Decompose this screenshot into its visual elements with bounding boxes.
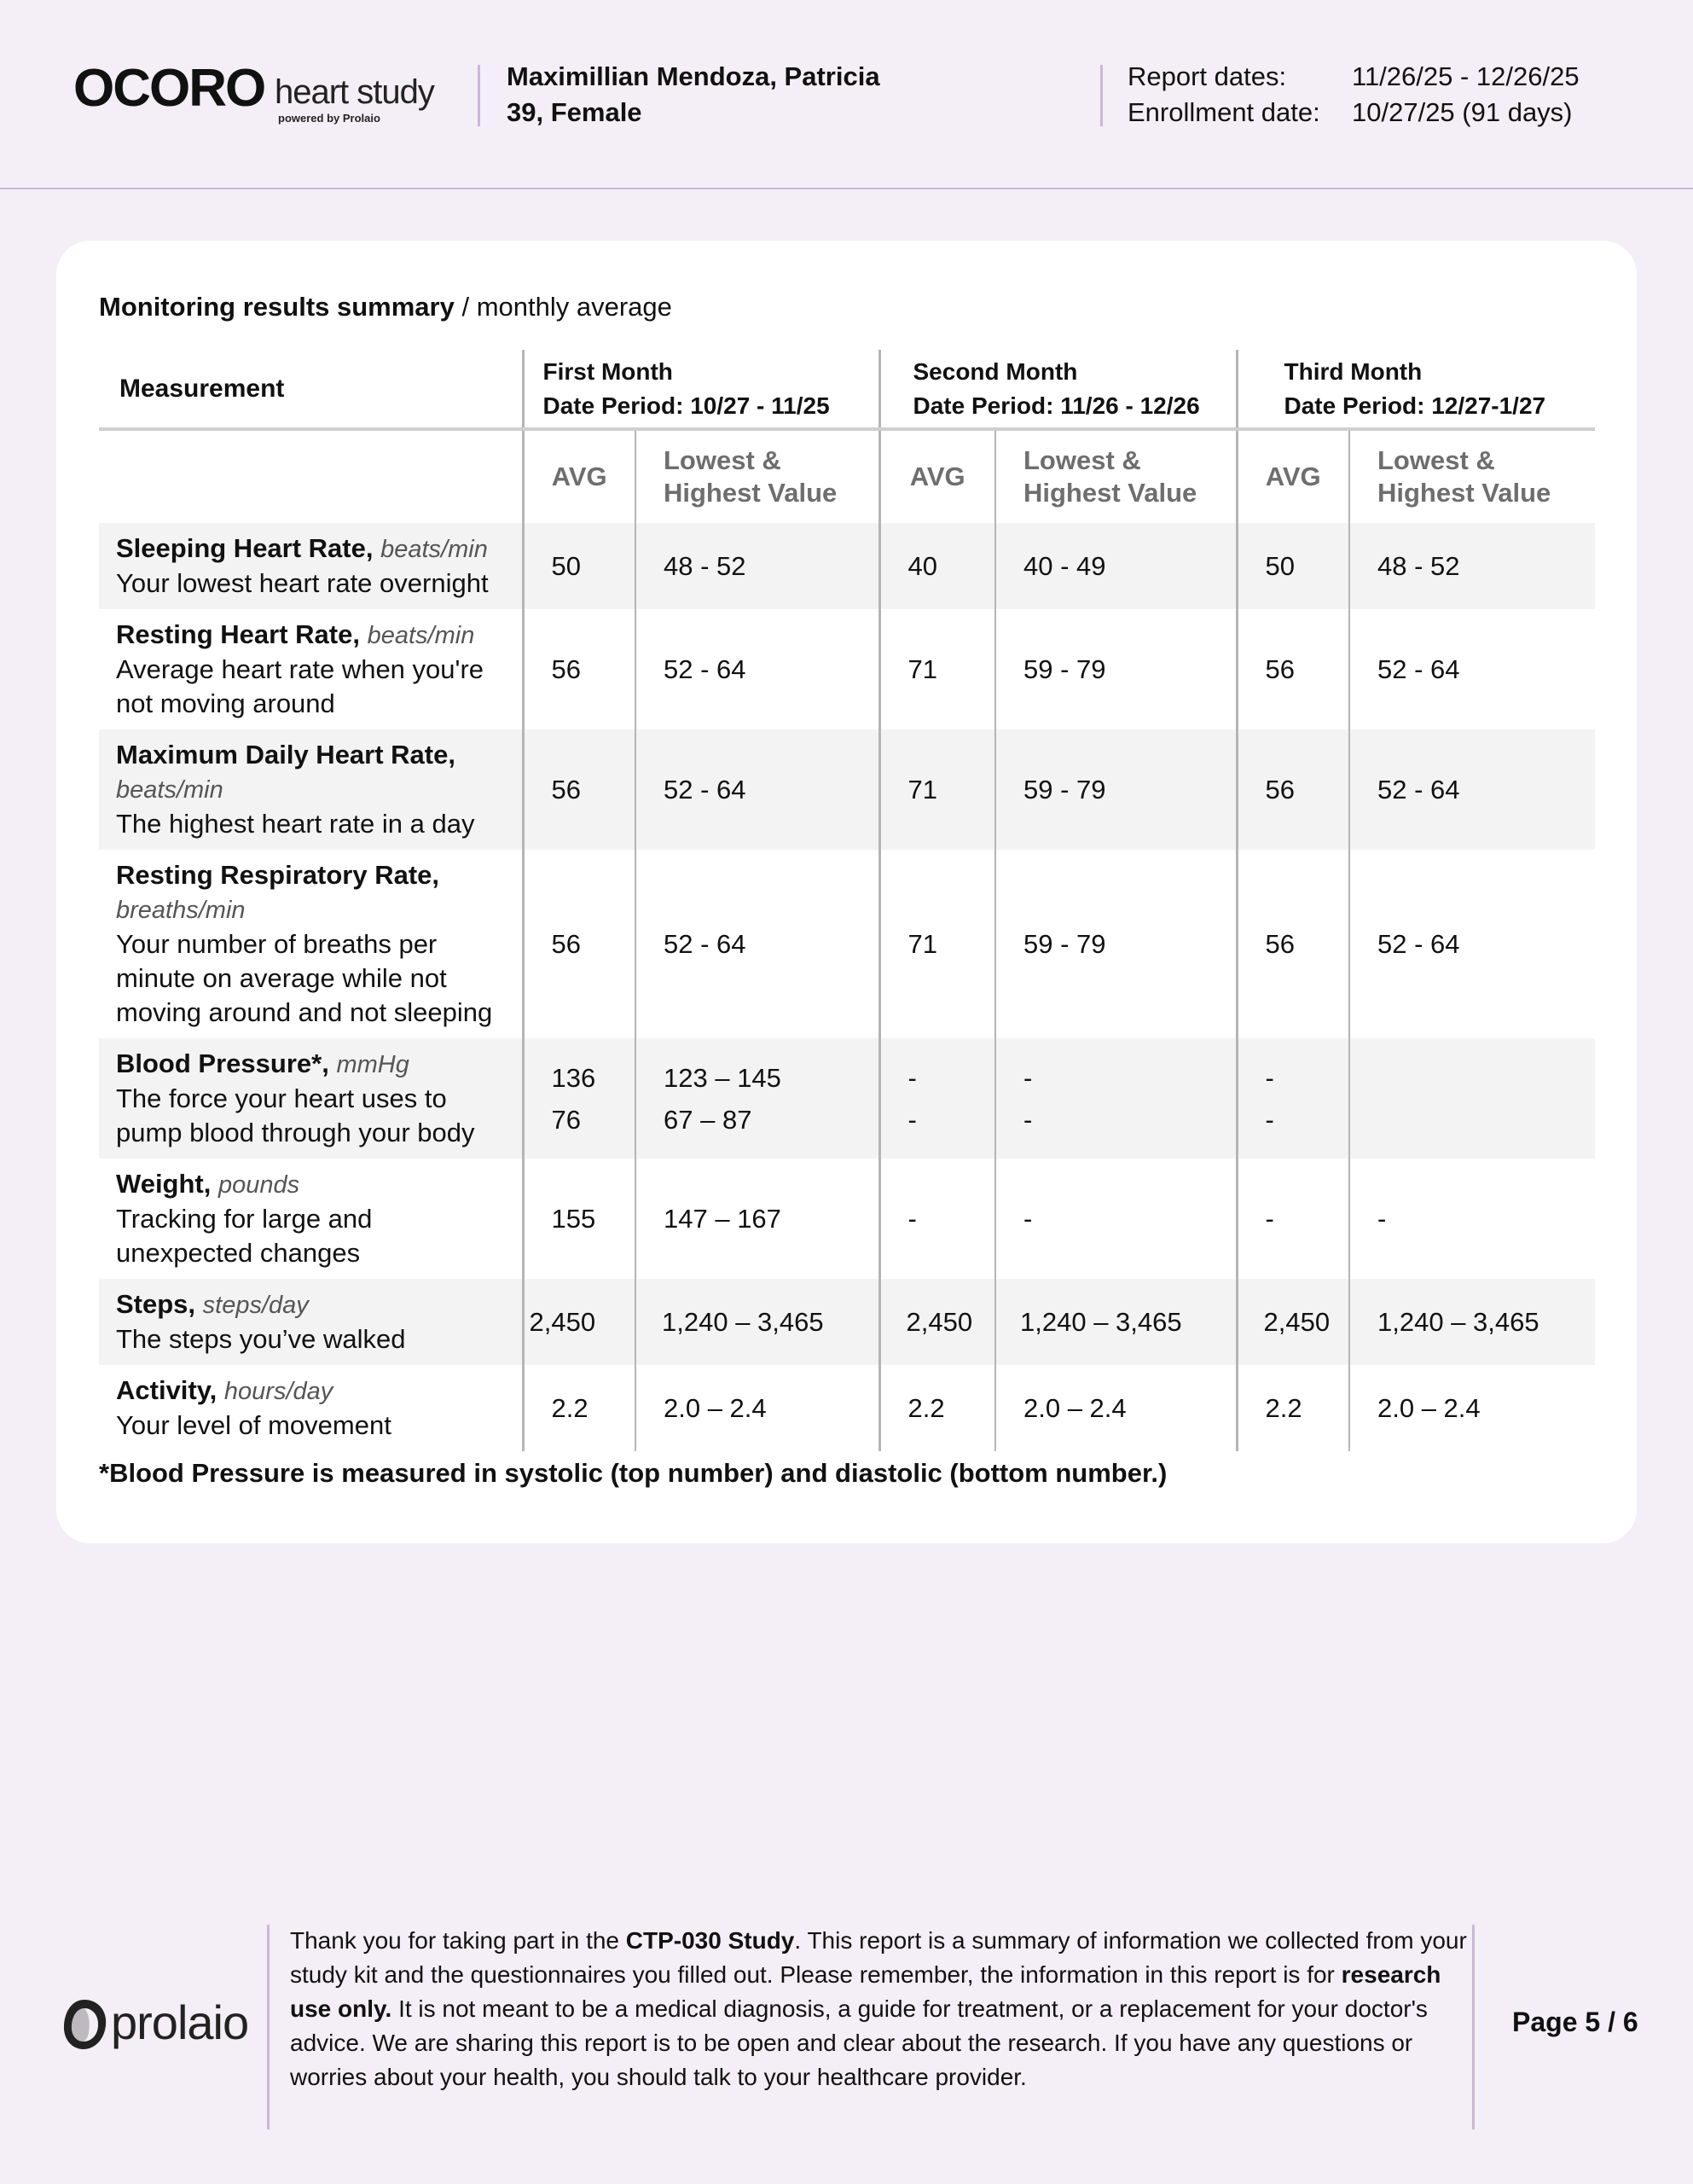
measurement-title: Maximum Daily Heart Rate, bbox=[116, 740, 455, 770]
month-period: Date Period: 10/27 - 11/25 bbox=[542, 392, 830, 419]
report-dates-value: 11/26/25 - 12/26/25 bbox=[1352, 61, 1580, 91]
blood-pressure-footnote: *Blood Pressure is measured in systolic (top number) and diastolic (bottom number.) bbox=[99, 1458, 1168, 1488]
diastolic-value: 76 bbox=[551, 1104, 581, 1135]
measurement-unit: beats/min bbox=[380, 536, 488, 563]
measurement-description: Your lowest heart rate overnight bbox=[116, 568, 489, 598]
avg-value bbox=[879, 1038, 995, 1159]
range-value: 40 - 49 bbox=[995, 523, 1237, 609]
avg-value: 2,450 bbox=[879, 1279, 995, 1365]
measurement-unit: breaths/min bbox=[116, 897, 246, 924]
avg-value: 50 bbox=[1237, 523, 1349, 609]
footer-disclaimer bbox=[290, 1924, 1467, 2094]
measurement-cell bbox=[99, 1159, 523, 1279]
measurement-unit: hours/day bbox=[223, 1378, 333, 1405]
measurement-cell bbox=[99, 1279, 523, 1365]
range-value: 52 - 64 bbox=[635, 729, 879, 850]
month-header-3 bbox=[1237, 350, 1595, 429]
systolic-value: 136 bbox=[551, 1062, 596, 1093]
measurement-description: Your level of movement bbox=[116, 1410, 391, 1440]
avg-header: AVG bbox=[523, 429, 635, 523]
month-header-2 bbox=[879, 350, 1237, 429]
range-header-line1: Lowest & bbox=[664, 445, 781, 475]
measurement-title: Resting Respiratory Rate, bbox=[116, 860, 439, 890]
measurement-cell bbox=[99, 1038, 523, 1159]
summary-title bbox=[99, 292, 672, 322]
table-row-activity bbox=[99, 1365, 1595, 1451]
research-use-only: research use only. bbox=[290, 1961, 1441, 2022]
measurement-unit: pounds bbox=[218, 1171, 300, 1199]
avg-header: AVG bbox=[879, 429, 995, 523]
measurement-unit: steps/day bbox=[202, 1292, 309, 1319]
measurement-unit: beats/min bbox=[116, 776, 223, 804]
range-value bbox=[995, 1038, 1237, 1159]
range-header-line2: Highest Value bbox=[664, 478, 838, 508]
month-period: Date Period: 12/27-1/27 bbox=[1284, 392, 1546, 419]
footer-text-2: . This report is a summary of information we collected from your study kit and the questionnaires you filled out. Please remember, the information in this report is for bbox=[290, 1927, 1467, 1988]
range-header bbox=[635, 429, 879, 523]
measurement-description: Tracking for large and unexpected changes bbox=[116, 1204, 373, 1268]
measurement-unit: beats/min bbox=[367, 622, 475, 649]
systolic-range: - bbox=[1023, 1062, 1033, 1093]
month-header-1 bbox=[523, 350, 879, 429]
range-value: 52 - 64 bbox=[1349, 609, 1595, 729]
range-value: 59 - 79 bbox=[995, 729, 1237, 850]
diastolic-range: 67 – 87 bbox=[664, 1104, 752, 1135]
summary-title-bold: Monitoring results summary bbox=[99, 292, 455, 322]
measurement-title: Steps, bbox=[116, 1289, 196, 1319]
measurement-title: Resting Heart Rate, bbox=[116, 619, 360, 649]
footer-divider-right bbox=[1472, 1925, 1475, 2129]
month-name: Third Month bbox=[1284, 357, 1423, 385]
measurement-header: Measurement bbox=[99, 350, 523, 429]
summary-title-rest: / monthly average bbox=[454, 292, 672, 322]
avg-value: 56 bbox=[523, 729, 635, 850]
range-value bbox=[1349, 1038, 1595, 1159]
avg-value: 2,450 bbox=[523, 1279, 635, 1365]
systolic-value: - bbox=[1265, 1062, 1274, 1093]
measurement-cell bbox=[99, 729, 523, 850]
table-subheader-row bbox=[99, 429, 1595, 523]
monitoring-results-table bbox=[99, 350, 1595, 1451]
avg-value: 71 bbox=[879, 729, 995, 850]
measurement-description: The force your heart uses to pump blood through your body bbox=[116, 1083, 475, 1147]
avg-value: 2.2 bbox=[879, 1365, 995, 1451]
range-value: 147 – 167 bbox=[635, 1159, 879, 1279]
range-value bbox=[635, 1038, 879, 1159]
range-header-line2: Highest Value bbox=[1023, 478, 1197, 508]
range-value: 48 - 52 bbox=[1349, 523, 1595, 609]
month-name: First Month bbox=[542, 357, 673, 385]
patient-demographics: 39, Female bbox=[507, 97, 642, 127]
empty-cell bbox=[99, 429, 523, 523]
measurement-cell bbox=[99, 523, 523, 609]
avg-value: 40 bbox=[879, 523, 995, 609]
study-name: CTP-030 Study bbox=[625, 1927, 795, 1954]
page-number: Page 5 / 6 bbox=[1512, 2007, 1638, 2037]
systolic-value: - bbox=[907, 1062, 917, 1093]
range-header-line2: Highest Value bbox=[1377, 478, 1551, 508]
header-divider-left bbox=[478, 65, 480, 126]
measurement-unit: mmHg bbox=[336, 1051, 409, 1078]
measurement-description: Your number of breaths per minute on average while not moving around and not sleeping bbox=[116, 929, 493, 1027]
report-header bbox=[0, 0, 1693, 189]
brand-powered-by: powered by Prolaio bbox=[278, 112, 380, 125]
range-value: 2.0 – 2.4 bbox=[995, 1365, 1237, 1451]
table-row-maximum-daily-heart-rate bbox=[99, 729, 1595, 850]
measurement-description: The highest heart rate in a day bbox=[116, 809, 475, 839]
measurement-cell bbox=[99, 609, 523, 729]
measurement-title: Activity, bbox=[116, 1375, 217, 1405]
avg-value bbox=[523, 1038, 635, 1159]
range-value: 52 - 64 bbox=[1349, 850, 1595, 1038]
table-row-steps bbox=[99, 1279, 1595, 1365]
measurement-cell bbox=[99, 850, 523, 1038]
table-row-sleeping-heart-rate bbox=[99, 523, 1595, 609]
avg-value: 155 bbox=[523, 1159, 635, 1279]
measurement-title: Sleeping Heart Rate, bbox=[116, 533, 374, 563]
patient-name: Maximillian Mendoza, Patricia bbox=[507, 61, 880, 91]
prolaio-logo-text: prolaio bbox=[111, 1995, 249, 2049]
avg-value: 56 bbox=[523, 609, 635, 729]
avg-value: - bbox=[879, 1159, 995, 1279]
table-row-blood-pressure bbox=[99, 1038, 1595, 1159]
range-value: - bbox=[995, 1159, 1237, 1279]
range-value: 2.0 – 2.4 bbox=[635, 1365, 879, 1451]
prolaio-logo-icon bbox=[56, 1996, 113, 2053]
avg-value: 2.2 bbox=[523, 1365, 635, 1451]
range-value: 52 - 64 bbox=[1349, 729, 1595, 850]
diastolic-range: - bbox=[1023, 1104, 1033, 1135]
range-value: 1,240 – 3,465 bbox=[1349, 1279, 1595, 1365]
measurement-description: The steps you’ve walked bbox=[116, 1324, 406, 1354]
range-value: 59 - 79 bbox=[995, 609, 1237, 729]
range-value: 59 - 79 bbox=[995, 850, 1237, 1038]
avg-value: 56 bbox=[1237, 609, 1349, 729]
header-divider-right bbox=[1100, 65, 1103, 126]
table-row-weight bbox=[99, 1159, 1595, 1279]
range-header bbox=[995, 429, 1237, 523]
avg-value: 56 bbox=[1237, 729, 1349, 850]
table-row-resting-respiratory-rate bbox=[99, 850, 1595, 1038]
report-dates-label: Report dates: bbox=[1128, 61, 1287, 91]
avg-value: 71 bbox=[879, 609, 995, 729]
range-header-line1: Lowest & bbox=[1377, 445, 1495, 475]
systolic-range: 123 – 145 bbox=[664, 1062, 781, 1093]
brand-subtitle: heart study bbox=[275, 73, 434, 111]
diastolic-value: - bbox=[907, 1104, 917, 1135]
range-value: 1,240 – 3,465 bbox=[635, 1279, 879, 1365]
enrollment-date-label: Enrollment date: bbox=[1128, 97, 1320, 127]
avg-value: 2,450 bbox=[1237, 1279, 1349, 1365]
range-header bbox=[1349, 429, 1595, 523]
avg-value bbox=[1237, 1038, 1349, 1159]
avg-header: AVG bbox=[1237, 429, 1349, 523]
measurement-description: Average heart rate when you're not moving around bbox=[116, 654, 484, 718]
avg-value: 2.2 bbox=[1237, 1365, 1349, 1451]
measurement-title: Weight, bbox=[116, 1169, 212, 1199]
avg-value: 56 bbox=[1237, 850, 1349, 1038]
avg-value: 56 bbox=[523, 850, 635, 1038]
diastolic-value: - bbox=[1265, 1104, 1274, 1135]
footer-divider-left bbox=[267, 1925, 270, 2129]
footer-text-1: Thank you for taking part in the bbox=[290, 1927, 626, 1954]
measurement-cell bbox=[99, 1365, 523, 1451]
table-header-row bbox=[99, 350, 1595, 429]
month-period: Date Period: 11/26 - 12/26 bbox=[913, 392, 1200, 419]
measurement-title: Blood Pressure*, bbox=[116, 1048, 329, 1078]
range-header-line1: Lowest & bbox=[1023, 445, 1141, 475]
range-value: - bbox=[1349, 1159, 1595, 1279]
range-value: 1,240 – 3,465 bbox=[995, 1279, 1237, 1365]
avg-value: 50 bbox=[523, 523, 635, 609]
range-value: 48 - 52 bbox=[635, 523, 879, 609]
brand-name: OCORO bbox=[73, 59, 265, 118]
avg-value: - bbox=[1237, 1159, 1349, 1279]
month-name: Second Month bbox=[913, 357, 1078, 385]
summary-card bbox=[56, 241, 1637, 1543]
avg-value: 71 bbox=[879, 850, 995, 1038]
range-value: 2.0 – 2.4 bbox=[1349, 1365, 1595, 1451]
enrollment-date-value: 10/27/25 (91 days) bbox=[1352, 97, 1573, 127]
range-value: 52 - 64 bbox=[635, 850, 879, 1038]
table-row-resting-heart-rate bbox=[99, 609, 1595, 729]
footer-text-3: It is not meant to be a medical diagnosis, a guide for treatment, or a replacement for your doctor's advice. We are sharing this report is to be open and clear about the research. If you have any questions or worries about your health, you should talk to your healthcare provider. bbox=[290, 1995, 1428, 2090]
range-value: 52 - 64 bbox=[635, 609, 879, 729]
